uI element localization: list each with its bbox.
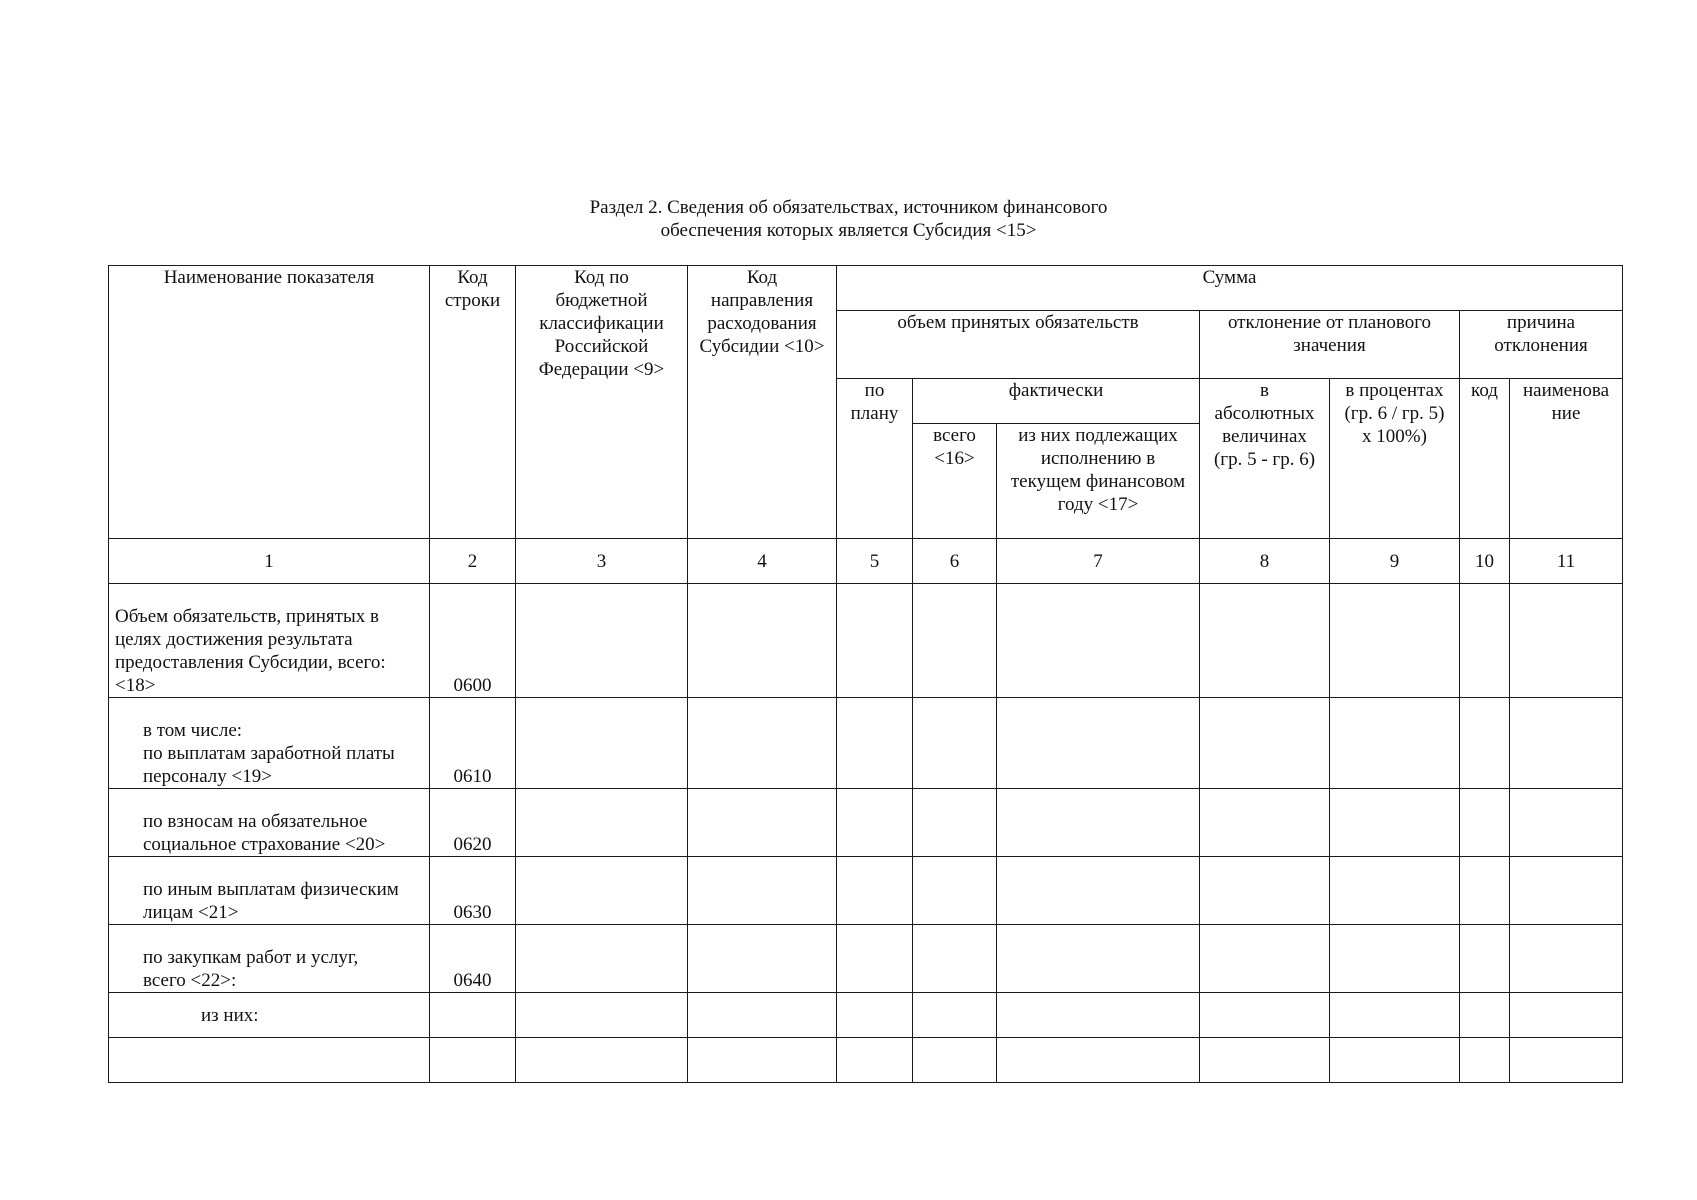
cell-reason-code[interactable]: [1460, 789, 1510, 857]
row-label-line: <18>: [115, 675, 156, 696]
cell-deviation-percent[interactable]: [1330, 789, 1460, 857]
table-row: [109, 857, 1623, 925]
cell-reason-name[interactable]: [1510, 925, 1623, 993]
row-label: [109, 698, 430, 789]
cell-budget-code[interactable]: [516, 584, 688, 698]
row-label[interactable]: [109, 1038, 430, 1083]
section-title-line-1: Раздел 2. Сведения об обязательствах, источником финансового: [589, 197, 1108, 218]
header-indicator-name: Наименование показателя: [109, 266, 430, 539]
header-by-plan-l2: плану: [850, 403, 899, 424]
row-label-line: лицам <21>: [143, 902, 239, 923]
cell-direction-code[interactable]: [688, 857, 837, 925]
row-code: 0630: [430, 857, 516, 925]
cell-by-plan[interactable]: [837, 857, 913, 925]
header-line-code-l1: Код: [457, 267, 488, 288]
column-numbers-row: [109, 539, 1623, 584]
cell-by-plan[interactable]: [837, 1038, 913, 1083]
row-label-line: по взносам на обязательное: [143, 811, 368, 832]
header-budget-code-l5: Федерации <9>: [538, 359, 665, 380]
cell-actual-current-year[interactable]: [997, 1038, 1200, 1083]
cell-reason-code[interactable]: [1460, 857, 1510, 925]
header-direction-code: [688, 266, 837, 539]
cell-budget-code[interactable]: [516, 698, 688, 789]
cell-reason-code[interactable]: [1460, 1038, 1510, 1083]
column-number: 10: [1460, 539, 1510, 584]
header-actual-total: [913, 424, 997, 539]
header-actual: фактически: [913, 379, 1200, 424]
cell-direction-code[interactable]: [688, 584, 837, 698]
header-line-code: [430, 266, 516, 539]
column-number: 11: [1510, 539, 1623, 584]
header-direction-code-l1: Код: [746, 267, 778, 288]
cell-deviation-absolute[interactable]: [1200, 698, 1330, 789]
header-total-l1: всего: [933, 425, 976, 446]
header-by-plan-l1: по: [864, 380, 885, 401]
cell-actual-total[interactable]: [913, 698, 997, 789]
header-deviation-l2: значения: [1293, 335, 1366, 356]
cell-direction-code[interactable]: [688, 698, 837, 789]
header-line-code-l2: строки: [444, 290, 501, 311]
cell-deviation-percent[interactable]: [1330, 1038, 1460, 1083]
cell-deviation-absolute[interactable]: [1200, 789, 1330, 857]
cell-reason-code[interactable]: [1460, 993, 1510, 1038]
cell-actual-current-year[interactable]: [997, 698, 1200, 789]
row-label-line: всего <22>:: [143, 970, 237, 991]
header-abs-l3: величинах: [1222, 426, 1307, 447]
header-budget-code-l1: Код по: [574, 267, 629, 288]
cell-reason-code[interactable]: [1460, 925, 1510, 993]
header-reason-name-l2: ние: [1551, 403, 1581, 424]
cell-by-plan[interactable]: [837, 698, 913, 789]
cell-direction-code[interactable]: [688, 993, 837, 1038]
cell-reason-name[interactable]: [1510, 993, 1623, 1038]
header-subject-l2: исполнению в: [1040, 448, 1156, 469]
cell-deviation-absolute[interactable]: [1200, 584, 1330, 698]
table-row: [109, 698, 1623, 789]
cell-reason-name[interactable]: [1510, 789, 1623, 857]
cell-by-plan[interactable]: [837, 584, 913, 698]
cell-by-plan[interactable]: [837, 993, 913, 1038]
cell-deviation-absolute[interactable]: [1200, 857, 1330, 925]
cell-by-plan[interactable]: [837, 789, 913, 857]
header-percent-l1: в процентах: [1345, 380, 1444, 401]
row-label: [109, 584, 430, 698]
row-label: [109, 925, 430, 993]
row-code: 0640: [430, 925, 516, 993]
cell-reason-name[interactable]: [1510, 1038, 1623, 1083]
header-subject-l4: году <17>: [1057, 494, 1139, 515]
column-number: 9: [1330, 539, 1460, 584]
cell-budget-code[interactable]: [516, 993, 688, 1038]
row-label-line: персоналу <19>: [143, 766, 272, 787]
row-label-line: по иным выплатам физическим: [143, 879, 399, 900]
cell-reason-name[interactable]: [1510, 857, 1623, 925]
cell-reason-name[interactable]: [1510, 584, 1623, 698]
header-abs-l4: (гр. 5 - гр. 6): [1213, 449, 1316, 470]
row-code[interactable]: [430, 1038, 516, 1083]
cell-actual-total[interactable]: [913, 925, 997, 993]
cell-deviation-percent[interactable]: [1330, 698, 1460, 789]
header-deviation: [1200, 311, 1460, 379]
header-budget-code-l4: Российской: [554, 336, 649, 357]
table-row: [109, 584, 1623, 698]
cell-actual-current-year[interactable]: [997, 857, 1200, 925]
cell-actual-total[interactable]: [913, 857, 997, 925]
cell-budget-code[interactable]: [516, 1038, 688, 1083]
cell-deviation-absolute[interactable]: [1200, 993, 1330, 1038]
row-label: [109, 993, 430, 1038]
header-reason: [1460, 311, 1623, 379]
header-percent: [1330, 379, 1460, 539]
table-row: [109, 925, 1623, 993]
header-reason-name: [1510, 379, 1623, 539]
header-volume-obligations: объем принятых обязательств: [837, 311, 1200, 379]
column-number: 2: [430, 539, 516, 584]
row-label-line: целях достижения результата: [115, 629, 353, 650]
column-number: 4: [688, 539, 837, 584]
section-title: [0, 196, 1697, 242]
header-budget-code-l3: классификации: [539, 313, 664, 334]
cell-deviation-percent[interactable]: [1330, 925, 1460, 993]
cell-actual-total[interactable]: [913, 584, 997, 698]
row-label: [109, 789, 430, 857]
column-number: 3: [516, 539, 688, 584]
row-label-line: предоставления Субсидии, всего:: [115, 652, 386, 673]
header-percent-l2: (гр. 6 / гр. 5): [1344, 403, 1445, 424]
header-abs-l2: абсолютных: [1214, 403, 1315, 424]
header-total-l2: <16>: [934, 448, 975, 469]
column-number: 6: [913, 539, 997, 584]
cell-direction-code[interactable]: [688, 1038, 837, 1083]
section-title-line-2: обеспечения которых является Субсидия <15>: [660, 220, 1037, 241]
cell-budget-code[interactable]: [516, 857, 688, 925]
row-code: 0600: [430, 584, 516, 698]
row-label-line: по выплатам заработной платы: [143, 743, 395, 764]
cell-actual-current-year[interactable]: [997, 925, 1200, 993]
header-reason-l2: отклонения: [1494, 335, 1588, 356]
header-direction-code-l2: направления: [710, 290, 814, 311]
obligations-table: [108, 265, 1623, 1083]
cell-actual-total[interactable]: [913, 1038, 997, 1083]
header-abs-l1: в: [1260, 380, 1269, 401]
header-subject-l3: текущем финансовом: [1010, 471, 1186, 492]
table-row: [109, 789, 1623, 857]
cell-deviation-absolute[interactable]: [1200, 1038, 1330, 1083]
cell-direction-code[interactable]: [688, 789, 837, 857]
header-reason-name-l1: наименова: [1522, 380, 1610, 401]
cell-actual-current-year[interactable]: [997, 789, 1200, 857]
cell-budget-code[interactable]: [516, 925, 688, 993]
row-code: [430, 993, 516, 1038]
cell-actual-current-year[interactable]: [997, 584, 1200, 698]
header-absolute-values: [1200, 379, 1330, 539]
cell-actual-total[interactable]: [913, 789, 997, 857]
header-by-plan: [837, 379, 913, 539]
cell-deviation-percent[interactable]: [1330, 857, 1460, 925]
header-reason-code: код: [1460, 379, 1510, 539]
row-label-line: в том числе:: [143, 720, 243, 741]
cell-budget-code[interactable]: [516, 789, 688, 857]
header-percent-l3: x 100%): [1362, 426, 1427, 447]
row-label-line: Объем обязательств, принятых в: [115, 606, 379, 627]
cell-direction-code[interactable]: [688, 925, 837, 993]
header-subject-l1: из них подлежащих: [1018, 425, 1178, 446]
header-direction-code-l4: Субсидии <10>: [699, 336, 825, 357]
row-label-line: социальное страхование <20>: [143, 834, 386, 855]
cell-actual-current-year[interactable]: [997, 993, 1200, 1038]
header-direction-code-l3: расходования: [707, 313, 817, 334]
cell-by-plan[interactable]: [837, 925, 913, 993]
cell-reason-code[interactable]: [1460, 698, 1510, 789]
row-code: 0620: [430, 789, 516, 857]
header-deviation-l1: отклонение от планового: [1227, 312, 1432, 333]
header-row-1: [109, 266, 1623, 311]
header-reason-l1: причина: [1506, 312, 1576, 333]
table-row: [109, 1038, 1623, 1083]
header-budget-code-l2: бюджетной: [555, 290, 648, 311]
column-number: 1: [109, 539, 430, 584]
row-code: 0610: [430, 698, 516, 789]
column-number: 8: [1200, 539, 1330, 584]
row-label-line: по закупкам работ и услуг,: [143, 947, 359, 968]
cell-reason-code[interactable]: [1460, 584, 1510, 698]
cell-deviation-percent[interactable]: [1330, 584, 1460, 698]
table-row: [109, 993, 1623, 1038]
cell-reason-name[interactable]: [1510, 698, 1623, 789]
cell-actual-total[interactable]: [913, 993, 997, 1038]
header-budget-classification-code: [516, 266, 688, 539]
column-number: 7: [997, 539, 1200, 584]
row-label: [109, 857, 430, 925]
header-actual-current-year: [997, 424, 1200, 539]
row-label-line: из них:: [201, 1004, 259, 1026]
cell-deviation-percent[interactable]: [1330, 993, 1460, 1038]
header-sum: Сумма: [837, 266, 1623, 311]
cell-deviation-absolute[interactable]: [1200, 925, 1330, 993]
column-number: 5: [837, 539, 913, 584]
